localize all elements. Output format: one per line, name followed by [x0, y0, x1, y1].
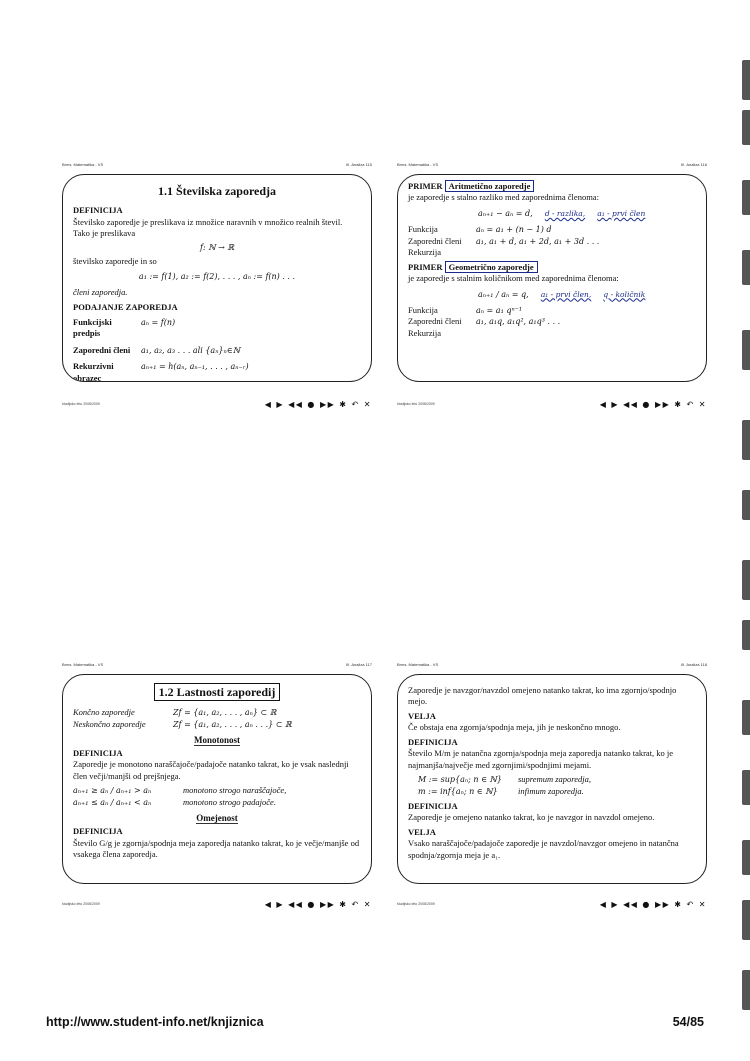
slide-footer	[397, 900, 707, 910]
row-formula: m := inf{aₙ; n ∈ ℕ}	[418, 787, 498, 797]
subheading-text: Omejenost	[196, 812, 238, 823]
slide-footer	[62, 900, 372, 910]
row-formula: aₙ₊₁ ≤ aₙ / aₙ₊₁ < aₙ	[73, 798, 152, 808]
row-value: aₙ = a₁ + (n − 1) d	[476, 224, 552, 234]
row-value: a₁, a₁q, a₁q², a₁q³ . . .	[476, 317, 561, 327]
academic-year: študijsko leto 2008/2009	[62, 902, 100, 906]
slide-title: 1.2 Lastnosti zaporedij	[154, 683, 281, 701]
handwritten-note: a₁ - prvi člen	[597, 208, 646, 218]
subheading-monotonicity	[73, 734, 361, 746]
binding-tab	[742, 840, 750, 875]
handwritten-note: a₁ - prvi člen,	[540, 289, 592, 299]
set-label: Končno zaporedje	[73, 707, 135, 718]
slide-frame	[62, 174, 372, 382]
handwritten-note: d - razlika,	[544, 208, 586, 218]
row-text: monotono strogo naraščajoče,	[183, 785, 287, 796]
set-row	[73, 707, 361, 719]
monotonicity-row	[73, 785, 361, 797]
definition-text-2: številsko zaporedje in so	[73, 256, 157, 267]
arithmetic-row	[408, 224, 696, 236]
row-formula: aₙ₊₁ ≥ aₙ / aₙ₊₁ > aₙ	[73, 786, 152, 796]
velja-text: Če obstaja ena zgornja/spodnja meja, jih je neskončno mnogo.	[408, 722, 621, 733]
slide-header	[62, 662, 372, 672]
arithmetic-row	[408, 247, 696, 258]
course-name: Brms. Matematika - VS	[62, 162, 104, 167]
section-heading: PODAJANJE ZAPOREDJA	[73, 302, 178, 313]
slide-number: III. Analiza 116	[681, 162, 707, 167]
rule-value: aₙ = f(n)	[141, 317, 176, 327]
rule-label: Zaporedni členi	[73, 344, 131, 355]
set-formula: Zf = {a₁, a₂, . . . , aₙ} ⊂ ℝ	[173, 708, 277, 718]
course-name: Brms. Matematika - VS	[397, 162, 439, 167]
bounded-text: Zaporedje je omejeno natanko takrat, ko je navzgor in navzdol omejeno.	[408, 812, 655, 823]
subheading-text: Monotonost	[193, 734, 240, 745]
slide-footer	[62, 400, 372, 410]
row-label: Zaporedni členi	[408, 235, 462, 246]
slide-footer	[397, 400, 707, 410]
row-label: Rekurzija	[408, 328, 442, 339]
slide-116	[397, 162, 707, 414]
supremum-text: Število M/m je natančna zgornja/spodnja meja zaporedja natanko takrat, ko je najmanjša/največje med zgornjimi/spodnjimi mejami.	[408, 748, 674, 770]
course-name: Brms. Matematika - VS	[397, 662, 439, 667]
boundedness-text: Število G/g je zgornja/spodnja meja zaporedja natanko takrat, ko je večje/manjše od vsakega člena zaporedja.	[73, 837, 360, 859]
velja-label: VELJA	[408, 710, 436, 721]
velja-label: VELJA	[408, 826, 436, 837]
binding-tab	[742, 330, 750, 370]
slide-frame	[62, 674, 372, 884]
binding-tab	[742, 490, 750, 520]
rule-row	[73, 317, 361, 340]
velja-text: Vsako naraščajoče/padajoče zaporedje je navzdol/navzgor omejeno in natančna spodnja/zgornja meja je a₁.	[408, 838, 679, 860]
handwritten-note: q - količnik	[603, 289, 646, 299]
definition-text: Številsko zaporedje je preslikava iz množice naravnih v množico realnih števil. Tako je preslikava	[73, 216, 343, 239]
members-formula: a₁ := f(1), a₂ := f(2), . . . , aₙ := f(n) . . .	[138, 271, 296, 281]
definition-label: DEFINICIJA	[408, 736, 458, 747]
geometric-row	[408, 328, 696, 339]
row-value: a₁, a₁ + d, a₁ + 2d, a₁ + 3d . . .	[476, 236, 600, 246]
binding-tab	[742, 420, 750, 460]
binding-tab	[742, 770, 750, 805]
arithmetic-text: je zaporedje s stalno razliko med zaporednima členoma:	[408, 192, 599, 203]
row-text: infimum zaporedja.	[518, 786, 584, 797]
slide-number: III. Analiza 117	[346, 662, 372, 667]
slide-header	[397, 662, 707, 672]
rule-row	[73, 345, 361, 357]
primer-heading	[408, 262, 696, 273]
navigation-icons[interactable]: ◀ ▶ ◀◀ ● ▶▶ ✱ ↶ ✕	[599, 400, 707, 409]
rule-value: aₙ₊₁ = h(aₙ, aₙ₋₁, . . . , aₙ₋ᵣ)	[141, 362, 249, 372]
binding-tab	[742, 60, 750, 100]
navigation-icons[interactable]: ◀ ▶ ◀◀ ● ▶▶ ✱ ↶ ✕	[264, 400, 372, 409]
intro-text: Zaporedje je navzgor/navzdol omejeno natanko takrat, ko ima zgornjo/spodnjo mejo.	[408, 685, 677, 707]
definition-label: DEFINICIJA	[73, 747, 123, 758]
row-text: supremum zaporedja,	[518, 774, 592, 785]
set-row	[73, 719, 361, 731]
geometric-text: je zaporedje s stalnim količnikom med zaporednima členoma:	[408, 273, 619, 284]
slide-title: 1.1 Številska zaporedja	[157, 184, 277, 198]
definition-label: DEFINICIJA	[408, 800, 458, 811]
arithmetic-formula-line	[478, 208, 696, 220]
academic-year: študijsko leto 2008/2009	[62, 402, 100, 406]
slide-header	[397, 162, 707, 172]
course-name: Brms. Matematika - VS	[62, 662, 104, 667]
slide-header	[62, 162, 372, 172]
rule-label: Rekurzivni obrazec	[73, 361, 114, 382]
academic-year: študijsko leto 2008/2009	[397, 902, 435, 906]
rule-label: Funkcijski predpis	[73, 316, 112, 339]
row-value: aₙ = a₁ qⁿ⁻¹	[476, 305, 523, 315]
row-label: Funkcija	[408, 223, 438, 234]
binding-tab	[742, 620, 750, 650]
rule-value: a₁, a₂, a₃ . . . ali {aₙ}ₙ∈ℕ	[141, 345, 240, 355]
primer-label: PRIMER	[408, 261, 443, 272]
geometric-row	[408, 316, 696, 328]
geometric-formula-line	[478, 289, 696, 301]
page-number: 54/85	[672, 1015, 704, 1029]
monotonicity-row	[73, 797, 361, 809]
rule-row	[73, 361, 361, 382]
geometric-formula: aₙ₊₁ / aₙ = q,	[478, 289, 529, 299]
definition-label: DEFINICIJA	[73, 205, 123, 216]
row-text: monotono strogo padajoče.	[183, 797, 276, 808]
binding-tab	[742, 180, 750, 215]
binding-tab	[742, 250, 750, 285]
supremum-row	[418, 774, 696, 786]
arithmetic-formula: aₙ₊₁ − aₙ = d,	[478, 208, 533, 218]
slide-number: III. Analiza 118	[681, 662, 707, 667]
binding-tab	[742, 700, 750, 735]
source-url[interactable]: http://www.student-info.net/knjiznica	[46, 1015, 264, 1029]
mapping-formula: f: ℕ → ℝ	[200, 242, 234, 252]
binding-tab	[742, 560, 750, 600]
slide-frame	[397, 674, 707, 884]
arithmetic-row	[408, 236, 696, 248]
academic-year: študijsko leto 2008/2009	[397, 402, 435, 406]
primer-heading	[408, 181, 696, 192]
slide-117	[62, 662, 372, 914]
binding-tab	[742, 970, 750, 1010]
slide-frame	[397, 174, 707, 382]
navigation-icons[interactable]: ◀ ▶ ◀◀ ● ▶▶ ✱ ↶ ✕	[264, 900, 372, 909]
monotonicity-text: Zaporedje je monotono naraščajoče/padajoče natanko takrat, ko je vsak naslednji člen večji/manjši od prejšnjega.	[73, 759, 349, 781]
definition-label: DEFINICIJA	[73, 826, 123, 837]
primer-label: PRIMER	[408, 181, 443, 191]
arithmetic-tag: Aritmetično zaporedje	[445, 180, 535, 192]
row-formula: M := sup{aₙ; n ∈ ℕ}	[418, 775, 502, 785]
geometric-row	[408, 305, 696, 317]
binding-tab	[742, 110, 750, 145]
set-formula: Zf = {a₁, a₂, . . . , aₙ . . .} ⊂ ℝ	[173, 719, 292, 729]
row-label: Zaporedni členi	[408, 316, 462, 327]
subheading-boundedness	[73, 812, 361, 824]
row-label: Funkcija	[408, 304, 438, 315]
slide-number: III. Analiza 115	[346, 162, 372, 167]
members-label: členi zaporedja.	[73, 286, 128, 297]
row-label: Rekurzija	[408, 247, 442, 258]
set-label: Neskončno zaporedje	[73, 718, 146, 729]
geometric-tag: Geometrično zaporedje	[445, 261, 538, 273]
binding-tab	[742, 900, 750, 940]
supremum-row	[418, 786, 696, 798]
slide-118	[397, 662, 707, 914]
navigation-icons[interactable]: ◀ ▶ ◀◀ ● ▶▶ ✱ ↶ ✕	[599, 900, 707, 909]
slide-115	[62, 162, 372, 414]
